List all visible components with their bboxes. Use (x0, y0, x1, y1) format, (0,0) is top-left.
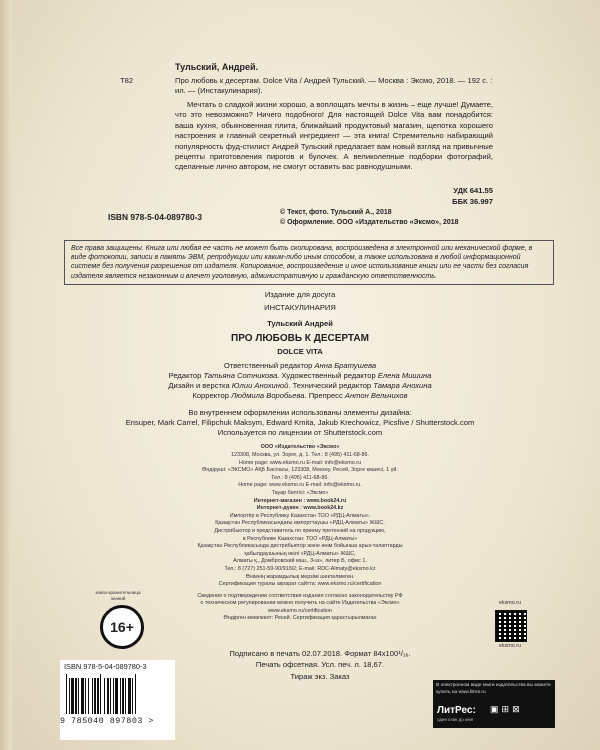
qr-caption-bottom: eksmo.ru (498, 643, 522, 649)
annotation: Мечтать о сладкой жизни хорошо, а воплощать мечты в жизнь – еще лучше! Думаете, что это невозможно? Ничего подобного! Для настоящей Dolce Vita вам понадобится: ваша кухня, обыкновенная плита, ближайший продуктовый магазин, щепотка хорошего настроения и главный секретный ингредиент — эта книга! Стремительно набирающий популярность фуд-стилист Андрей Тульский предлагает вам новый взгляд на привычные рецепты приготовления пирогов и булочек. А великолепные подборки фотографий, сделанные лично автором, не смогут оставить вас равнодушными. (175, 100, 493, 172)
litres-line-2: купить на www.litres.ru (436, 690, 486, 695)
windows-icon: ⊞ (501, 704, 513, 714)
classification-code: Т82 (120, 76, 134, 85)
credit-line-1: Ответственный редактор Анна Братушева (223, 361, 377, 370)
litres-tagline: один клик до книг (437, 717, 474, 722)
publisher-line: Қазақстан Республикасындағы импорттаушы «РДЦ-Алматы» ЖШС. (215, 520, 385, 527)
isbn: ISBN 978-5-04-089780-3 (108, 212, 203, 222)
age-rating-badge (100, 605, 144, 649)
edition-type: Издание для досуга (264, 290, 336, 299)
publisher-line: Өндірген мемлекет: Ресей. Сертификация қарастырылмаған (223, 615, 377, 622)
store-icons (490, 704, 523, 715)
barcode-bars (66, 674, 170, 714)
book-subtitle: DOLCE VITA (277, 347, 323, 356)
design-elements-license: Используется по лицензии от Shutterstock.com (217, 428, 383, 437)
bibliographic-record: Про любовь к десертам. Dolce Vita / Андрей Тульский. — Москва : Эксмо, 2018. — 192 с. : ил. — (Инстакулинария). (175, 76, 493, 96)
publisher-line: Сведения о подтверждении соответствия издания согласно законодательству РФ (197, 592, 403, 599)
barcode-isbn: ISBN 978-5-04-089780-3 (64, 662, 147, 671)
publisher-line: www.eksmo.ru/certification (268, 607, 332, 614)
barcode-bar (136, 674, 138, 714)
print-info-line-2: Печать офсетная. Усл. печ. л. 18,67. (255, 660, 385, 669)
print-info-line-3: Тираж экз. Заказ (290, 672, 350, 681)
publisher-line: Алматы қ., Домбровский көш., 3«а», литер Б, офис 1. (233, 558, 367, 565)
publisher-line: Қазақстан Республикасында дистрибьютор және өнім бойынша арыз-талаптарды (197, 543, 403, 550)
udk-code: УДК 641.55 (453, 186, 493, 195)
book-title: ПРО ЛЮБОВЬ К ДЕСЕРТАМ (231, 333, 369, 344)
publisher-line: Тел.: 8 (495) 411-68-86. (271, 474, 329, 481)
rights-notice: Все права защищены. Книга или любая ее часть не может быть скопирована, воспроизведена в электронной или механической форме, в виде фотокопии, записи в память ЭВМ, репродукции или каким-либо иным способом, а также использована в любой информационной системе без получения разрешения от издателя. Копирование, воспроизведение и иное использование книги или ее части без согласия издателя является незаконным и влечет уголовную, административную и гражданскую ответственность. (64, 240, 554, 285)
qr-code (495, 610, 527, 642)
credit-line-2: Редактор Татьяна Сотникова. Художественный редактор Елена Мишина (168, 371, 432, 380)
publisher-line: қабылдаушының өкілі «РДЦ-Алматы» ЖШС, (244, 550, 356, 557)
publisher-line: Home page: www.eksmo.ru E-mail: info@eksmo.ru (238, 459, 361, 466)
barcode-digits: 9 785040 897803 > (60, 716, 154, 726)
publisher-line: Сертификация туралы ақпарат сайтта: www.eksmo.ru/certification (218, 581, 382, 588)
publisher-line: Дистрибьютор и представитель по приему претензий на продукцию, (214, 527, 386, 534)
design-elements-intro: Во внутреннем оформлении использованы элементы дизайна: (188, 408, 412, 417)
edition-author: Тульский Андрей (267, 319, 333, 328)
bbk-code: ББК 36.997 (452, 197, 493, 206)
publisher-line: Импортёр в Республику Казахстан ТОО «РДЦ-Алматы». (229, 512, 371, 519)
android-icon: ▣ (490, 704, 502, 714)
copyright-design: © Оформление. ООО «Издательство «Эксмо», 2018 (280, 219, 459, 226)
copyright-text: © Текст, фото. Тульский А., 2018 (280, 209, 392, 216)
page-left-edge (0, 0, 12, 750)
litres-line-1: В электронном виде книги издательства вы можете (436, 683, 551, 688)
publisher-line: 123308, Москва, ул. Зорге, д. 1. Тел.: 8 (495) 411-68-86. (230, 452, 370, 458)
print-info-line-1: Подписано в печать 02.07.2018. Формат 84x100¹/₁₆. (229, 649, 411, 658)
publisher-line: Тауар белгісі: «Эксмо» (271, 489, 329, 496)
design-elements-credits: Ensuper, Mark Carrel, Filipchuk Maksym, Edward Kmita, Jakub Krechowicz, Picsfive / Shutterstock.com (125, 418, 475, 427)
publisher-line: о техническом регулировании можно получить на сайте Издательства «Эксмо» (200, 600, 400, 607)
series-name: ИНСТАКУЛИНАРИЯ (264, 303, 336, 312)
publisher-line: Өнімнің жарамдылық мерзімі шектелмеген. (245, 573, 355, 580)
author-heading: Тульский, Андрей. (175, 62, 259, 72)
windows-store-icon: ⊠ (512, 704, 523, 714)
publisher-line: Өндіруші: «ЭКСМО» АҚБ Баспасы, 123308, Мәскеу, Ресей, Зорге көшесі, 1 үй. (202, 467, 398, 474)
credit-line-4: Корректор Людмила Воробьева. Препресс Антон Вельчихов (192, 391, 408, 400)
litres-logo: ЛитРес: (437, 705, 476, 716)
publisher-line: в Республике Казахстан: ТОО «РДЦ-Алматы» (242, 535, 358, 542)
publisher-name: ООО «Издательство «Эксмо» (260, 444, 340, 450)
publisher-line: Home page: www.eksmo.ru E-mail: info@eksmo.ru. (238, 482, 362, 489)
age-rating-text: 16+ (110, 619, 134, 635)
publisher-line: Интернет-дүкен : www.book24.kz (256, 505, 344, 512)
publisher-line: Интернет-магазин : www.book24.ru (253, 497, 347, 504)
credit-line-3: Дизайн и верстка Юлии Анохиной. Технический редактор Тамара Анохина (168, 381, 432, 390)
age-caption: книга-хранительница знаний (95, 590, 141, 601)
qr-caption-top: eksmo.ru (498, 600, 522, 606)
publisher-details (150, 452, 450, 623)
publisher-line: Тел.: 8 (727) 251-59-90/91/92; E-mail: RDC-Almaty@eksmo.kz (224, 565, 376, 572)
